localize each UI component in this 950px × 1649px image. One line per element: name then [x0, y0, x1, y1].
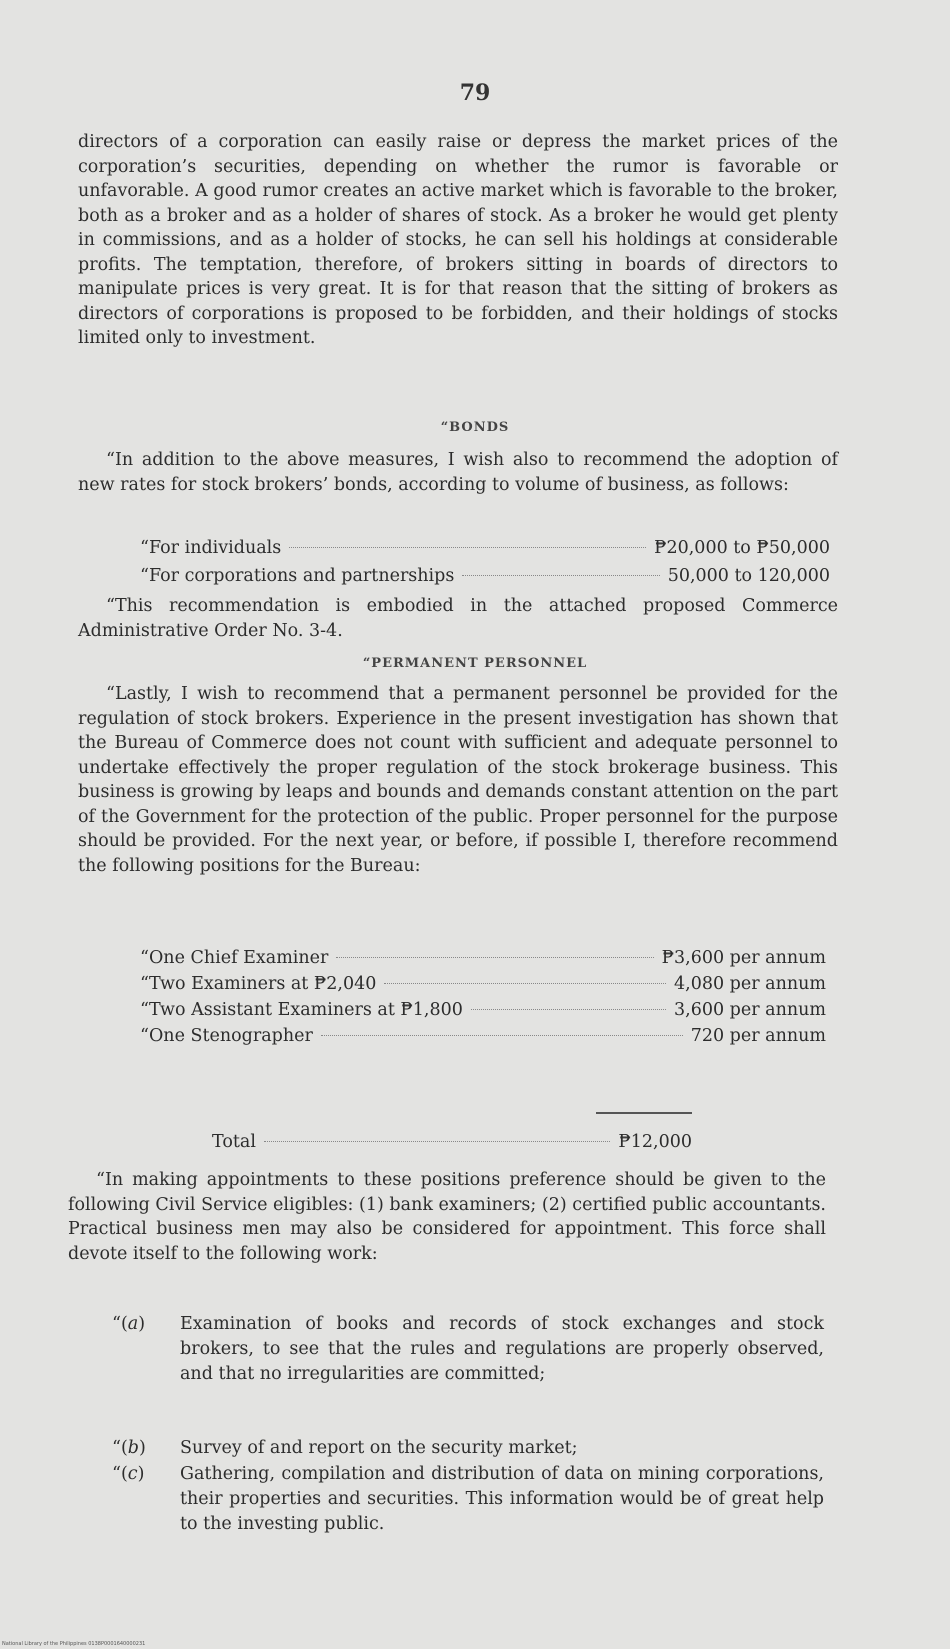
position-label: “One Chief Examiner [140, 948, 329, 968]
appointments-paragraph-text: “In making appointments to these positions preference should be given to the following Civil Service eligibles: (1) bank examiners; (2) certified public accountants. Practical business men may also be considered for appointment. This force shall devote itself to the following work: [68, 1170, 826, 1264]
recommendation-paragraph-text: “This recommendation is embodied in the attached proposed Commerce Administrative Order No. 3-4. [78, 596, 838, 641]
page-number: 79 [459, 80, 491, 106]
bonds-paragraph-text: “In addition to the above measures, I wish also to recommend the adoption of new rates for stock brokers’ bonds, according to volume of business, as follows: [78, 450, 838, 495]
position-amount: 720 per annum [690, 1026, 826, 1046]
work-item-marker: “(b) [112, 1438, 146, 1458]
personnel-paragraph [78, 682, 838, 878]
work-item [112, 1436, 824, 1461]
bond-rate-label: “For corporations and partnerships [140, 566, 455, 586]
intro-paragraph [78, 130, 838, 351]
heading-bonds: “BONDS [440, 420, 510, 435]
position-row [140, 1024, 826, 1048]
dot-leader [336, 957, 653, 958]
total-label: Total [212, 1132, 256, 1152]
work-item-marker: “(c) [112, 1464, 145, 1484]
work-item-text: Survey of and report on the security market; [180, 1438, 578, 1458]
intro-paragraph-text: directors of a corporation can easily raise or depress the market prices of the corporation’s securities, depending on whether the rumor is favorable or unfavorable. A good rumor creates an active market which is favorable to the broker, both as a broker and as a holder of shares of stock. As a broker he would get plenty in commissions, and as a holder of stocks, he can sell his holdings at considerable profits. The temptation, therefore, of brokers sitting in boards of directors to manipulate prices is very great. It is for that reason that the sitting of brokers as directors of corporations is proposed to be forbidden, and their holdings of stocks limited only to investment. [78, 132, 838, 348]
bond-rate-row [140, 536, 830, 560]
dot-leader [321, 1035, 683, 1036]
total-row [212, 1130, 692, 1154]
work-item-text: Examination of books and records of stock exchanges and stock brokers, to see that the rules and regulations are properly observed, and that no irregularities are committed; [180, 1314, 824, 1384]
dot-leader [462, 575, 659, 576]
position-label: “One Stenographer [140, 1026, 313, 1046]
position-amount: ₱3,600 per annum [661, 948, 826, 968]
bond-rate-row [140, 564, 830, 588]
position-row [140, 946, 826, 970]
total-rule [596, 1112, 692, 1114]
work-item-text: Gathering, compilation and distribution of data on mining corporations, their properties and securities. This information would be of great help to the investing public. [180, 1464, 824, 1534]
dot-leader [289, 547, 646, 548]
work-item-marker: “(a) [112, 1314, 146, 1334]
work-item [112, 1312, 824, 1387]
position-label: “Two Assistant Examiners at ₱1,800 [140, 1000, 463, 1020]
heading-permanent-personnel: “PERMANENT PERSONNEL [362, 656, 588, 671]
scan-credit: National Library of the Philippines 0138P0001640000231 [2, 1641, 146, 1647]
dot-leader [384, 983, 666, 984]
position-amount: 3,600 per annum [674, 1000, 826, 1020]
work-item [112, 1462, 824, 1537]
recommendation-paragraph [78, 594, 838, 643]
bond-rate-label: “For individuals [140, 538, 282, 558]
appointments-paragraph [68, 1168, 826, 1266]
position-amount: 4,080 per annum [674, 974, 826, 994]
bonds-paragraph [78, 448, 838, 497]
dot-leader [264, 1141, 610, 1142]
position-label: “Two Examiners at ₱2,040 [140, 974, 377, 994]
bond-rate-amount: 50,000 to 120,000 [667, 566, 830, 586]
personnel-paragraph-text: “Lastly, I wish to recommend that a permanent personnel be provided for the regulation of stock brokers. Experience in the present investigation has shown that the Bureau of Commerce does not count with sufficient and adequate personnel to undertake effectively the proper regulation of the stock brokerage business. This business is growing by leaps and bounds and demands constant attention on the part of the Government for the protection of the public. Proper personnel for the purpose should be provided. For the next year, or before, if possible I, therefore recommend the following positions for the Bureau: [78, 684, 838, 876]
total-amount: ₱12,000 [618, 1132, 692, 1152]
position-row [140, 998, 826, 1022]
bond-rate-amount: ₱20,000 to ₱50,000 [654, 538, 830, 558]
dot-leader [471, 1009, 666, 1010]
position-row [140, 972, 826, 996]
